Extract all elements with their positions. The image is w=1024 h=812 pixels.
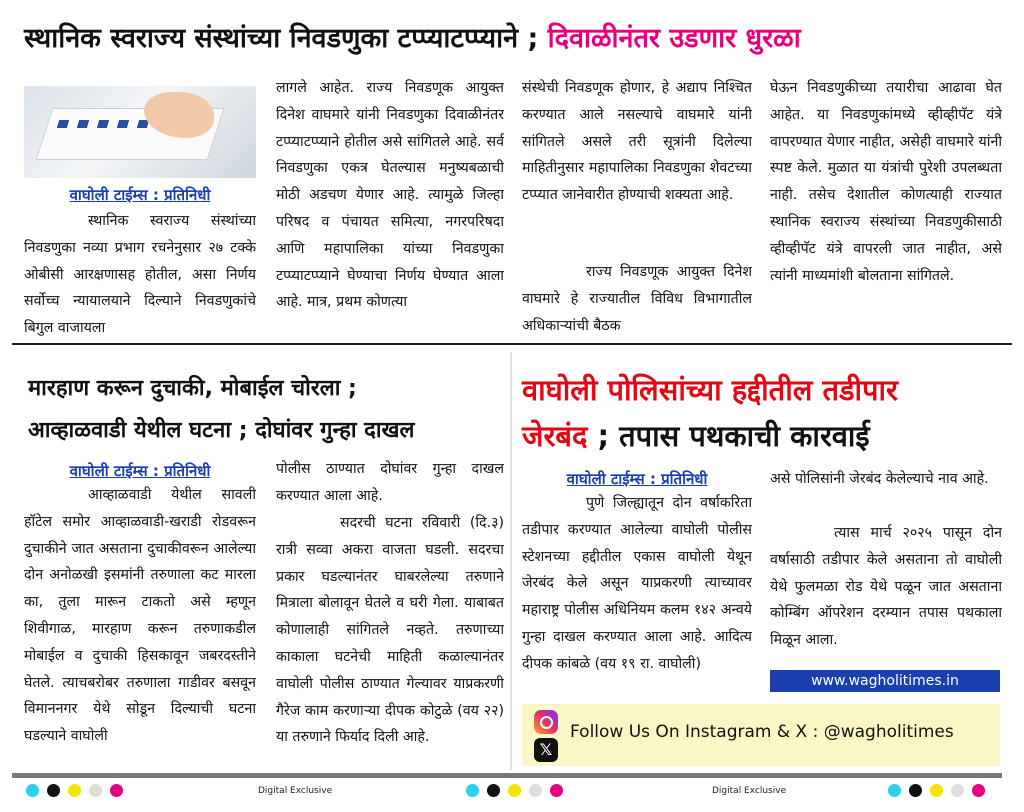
article2-col2a: पोलीस ठाण्यात दोघांवर गुन्हा दाखल करण्यात आला आहे. [276,461,504,504]
article1-col2: लागले आहेत. राज्य निवडणूक आयुक्त दिनेश वाघमारे यांनी निवडणुका दिवाळीनंतर टप्प्याटप्प्याने होतील असे सांगितले आहे. सर्व निवडणुका एकत्र घेतल्यास मनुष्यबळाची मोठी अडचण येणार आहे. त्यामुळे जिल्हा परिषद व पंचायत समित्या, नगरपरिषदा आणि महापालिका यांच्या निवडणुका टप्प्याटप्प्याने घेण्याचा निर्णय घेण्यात आला आहे. मात्र, प्रथम कोणत्या [276,80,504,311]
article3-col2a: असे पोलिसांनी जेरबंद केलेल्याचे नाव आहे. [770,471,989,487]
article2-byline: वाघोली टाईम्स : प्रतिनिधी [69,462,211,480]
article2-title-line1: मारहाण करून दुचाकी, मोबाईल चोरला ; [28,376,357,401]
follow-box [522,704,1000,766]
article3-title-line2a: जेरबंद [522,419,588,453]
article3-title-line2 [522,414,870,458]
color-registration-dots-left [26,782,131,798]
evm-machine-image [24,86,256,178]
article1-col3a: संस्थेची निवडणूक होणार, हे अद्याप निश्चित करण्यात आले नसल्याचे वाघमारे यांनी सांगितले असले तरी सूत्रांनी दिलेल्या माहितीनुसार महापालिका निवडणुका शेवटच्या टप्प्यात जानेवारीत होण्याची शक्यता आहे. [522,80,752,204]
article1-col1: स्थानिक स्वराज्य संस्थांच्या निवडणुका नव्या प्रभाग रचनेनुसार २७ टक्के ओबीसी आरक्षणासह होतील, असा निर्णय सर्वोच्च न्यायालयाने दिल्याने निवडणुकांचे बिगुल वाजायला [24,213,256,337]
article3-title-line2b: ; तपास पथकाची कारवाई [587,419,870,453]
color-registration-dots-right [888,782,993,798]
instagram-icon[interactable] [534,710,558,734]
footer-bar [12,773,1002,778]
article3-col2b: त्यास मार्च २०२५ पासून दोन वर्षासाठी तडीपार केले असताना तो वाघोली येथे फुलमळा रोड येथे पळून जात असताना कोम्बिंग ऑपरेशन दरम्यान तपास पथकाला मिळून आला. [770,525,1002,649]
article2-title-line2: आव्हाळवाडी येथील घटना ; दोघांवर गुन्हा दाखल [28,418,415,443]
article1-col3b: राज्य निवडणूक आयुक्त दिनेश वाघमारे हे राज्यातील विविध विभागातील अधिकाऱ्यांची बैठक [522,264,752,334]
section-divider [12,343,1012,345]
article1-col4: घेऊन निवडणुकीच्या तयारीचा आढावा घेत आहेत. या निवडणुकांमध्ये व्हीव्हीपॅट यंत्रे वापरण्यात येणार नाहीत, असेही वाघमारे यांनी स्पष्ट केले. मुळात या यंत्रांची पुरेशी उपलब्धता नाही. तसेच देशातील कोणत्याही राज्यात स्थानिक स्वराज्य संस्थांच्या निवडणुकीसाठी व्हीव्हीपॅट यंत्रे वापरली जात नाहीत, असे त्यांनी माध्यमांशी बोलताना सांगितले. [770,80,1002,284]
article1-byline: वाघोली टाईम्स : प्रतिनिधी [69,186,211,204]
article3-col1: पुणे जिल्ह्यातून दोन वर्षाकरिता तडीपार करण्यात आलेल्या वाघोली पोलीस स्टेशनच्या हद्दीतील एकास वाघोली येथून जेरबंद केले असून याप्रकरणी त्याच्यावर महाराष्ट्र पोलीस अधिनियम कलम १४२ अन्वये गुन्हा दाखल करण्यात आला आहे. आदित्य दीपक कांबळे (वय १९ रा. वाघोली) [522,495,752,672]
website-link[interactable]: www.wagholitimes.in [770,670,1000,692]
article3-title-line1: वाघोली पोलिसांच्या हद्दीतील तडीपार [522,373,898,407]
article2-col1: आव्हाळवाडी येथील सावली हॉटेल समोर आव्हाळवाडी-खराडी रोडवरून दुचाकीने जात असताना दुचाकीवरून आलेल्या दोन अनोळखी इसमांनी तरुणाला कट मारला का, तुला मारून टाकतो असे म्हणून शिवीगाळ, मारहाण करून तरुणाकडील मोबाईल व दुचाकी हिसकावून जबरदस्तीने घेतले. त्याचबरोबर तरुणाला गाडीवर बसवून विमाननगर येथे सोडून दिल्याची घटना घडल्याने वाघोली [24,487,256,745]
article3-byline: वाघोली टाईम्स : प्रतिनिधी [566,470,708,488]
column-divider [510,352,512,770]
follow-text: Follow Us On Instagram & X : @wagholitimes [570,722,954,742]
headline-main-part2: दिवाळीनंतर उडणार धुरळा [547,23,801,54]
headline-main-part1: स्थानिक स्वराज्य संस्थांच्या निवडणुका टप्प्याटप्प्याने ; [24,23,539,54]
x-icon[interactable]: 𝕏 [534,738,558,762]
footer-label-left: Digital Exclusive [258,786,333,796]
footer-label-right: Digital Exclusive [712,786,787,796]
article2-col2b: सदरची घटना रविवारी (दि.३) रात्री सव्वा अकरा वाजता घडली. सदरचा प्रकार घडल्यानंतर घाबरलेल्या तरुणाने मित्राला बोलावून घेतले व घरी गेला. याबाबत कोणालाही सांगितले नव्हते. तरुणाच्या काकाला घटनेची माहिती कळाल्यानंतर वाघोली पोलीस ठाण्यात गेल्यावर याप्रकरणी गैरेज काम करणाऱ्या दीपक कोटुळे (वय २२) या तरुणाने फिर्याद दिली आहे. [276,515,504,746]
color-registration-dots-center [466,782,571,798]
headline-main [24,18,1014,60]
